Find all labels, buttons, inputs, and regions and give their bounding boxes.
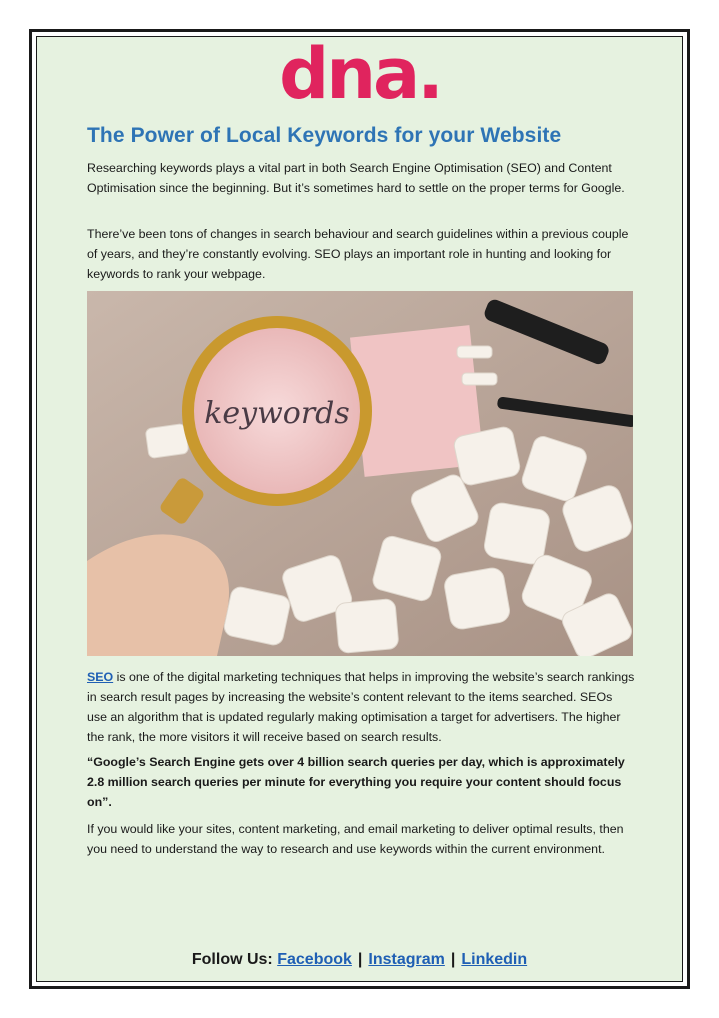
image-keyword-text: keywords [204,396,350,431]
instagram-link[interactable]: Instagram [368,951,445,968]
closing-paragraph: If you would like your sites, content marketing, and email marketing to deliver optimal results, then you need to understand the way to research and use keywords within the current environment. [87,822,624,856]
statistic-quote: “Google’s Search Engine gets over 4 billion search queries per day, which is approximately 2.8 million search queries per minute for everything you require your content should focus on”. [87,755,625,809]
linkedin-link[interactable]: Linkedin [461,951,528,968]
footer-separator: | [450,951,456,968]
seo-link[interactable]: SEO [87,670,114,684]
seo-paragraph-text: is one of the digital marketing techniques that helps in improving the website’s search rankings in search result pages by increasing the website’s content relevant to the items searched. SEOs use an algorithm that is updated regularly making optimisation a target for advertisers. The higher the rank, the more visitors it will receive based on search results. [87,670,635,744]
keywords-photo [87,291,633,656]
seo-paragraph [87,667,635,747]
intro-paragraph: Researching keywords plays a vital part in both Search Engine Optimisation (SEO) and Content Optimisation since the beginning. But it’s sometimes hard to settle on the proper terms for Google. [87,161,625,195]
logo-text: dna. [279,40,441,112]
dna-logo [270,40,450,112]
facebook-link[interactable]: Facebook [277,951,352,968]
page-title: The Power of Local Keywords for your Website [87,124,562,147]
second-paragraph: There’ve been tons of changes in search behaviour and search guidelines within a previous couple of years, and they’re constantly evolving. SEO plays an important role in hunting and looking for keywords to rank your webpage. [87,227,629,281]
footer-separator: | [357,951,363,968]
social-footer [0,951,719,969]
follow-us-label: Follow Us: [191,951,273,968]
